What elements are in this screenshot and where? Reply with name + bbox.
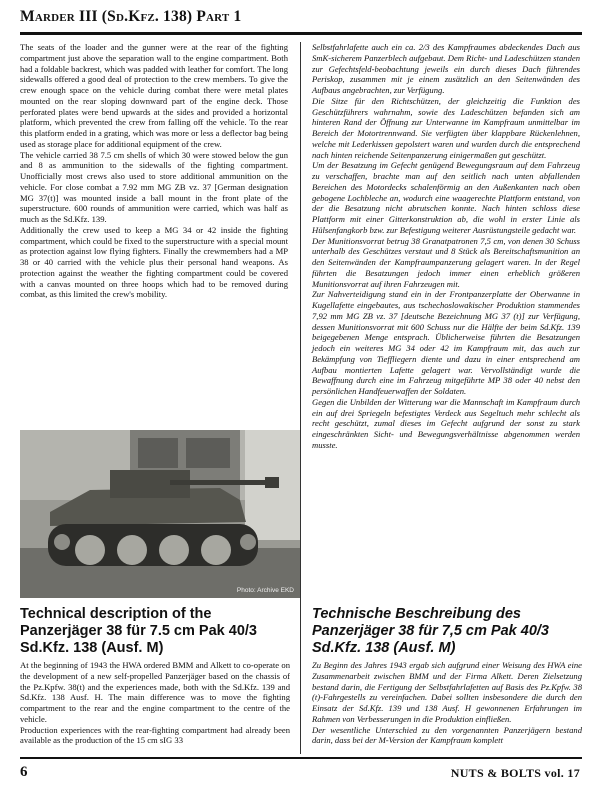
page-number: 6	[20, 764, 28, 780]
section-body-german	[312, 660, 582, 746]
paragraph: The seats of the loader and the gunner were at the rear of the fighting compartment just above the separation wall to the engine compartment. Both had a foldable backrest, which was padded with leather for comfort. The long sidewalls offered a good deal of protection to the crew members. To give the crew enough space on the vehicle during combat there were metal plates mounted on the rear sloping downward part of the engine deck. Those perforated plates were bend upwards at the sides and provided a horizontal platform, which prevented the crew from falling off the vehicle. To the rear this platform ended in a grating, which was more or less a deflector bag being used as storage place for additional equipment of the crew.	[20, 42, 288, 149]
english-column	[20, 42, 288, 300]
footer-rule	[20, 757, 582, 759]
heading-line: Panzerjäger 38 für 7.5 cm Pak 40/3	[20, 623, 257, 639]
section-body-english	[20, 660, 290, 746]
heading-line: Panzerjäger 38 für 7,5 cm Pak 40/3	[312, 623, 549, 639]
paragraph: Selbstfahrlafette auch ein ca. 2/3 des Kampfraumes abdeckendes Dach aus SmK-sicherem Panzerblech aufgebaut. Dem Richt- und Ladeschützen standen zur Gefechtsfeld-beobachtung jeweils ein durch dieses Dach führendes Periskop, zusammen mit je einem zusätzlich an den Seitenwänden des Aufbaus angebrachten, zur Verfügung.	[312, 42, 580, 95]
tank-photo	[20, 430, 300, 598]
paragraph: Der Munitionsvorrat betrug 38 Granatpatronen 7,5 cm, von denen 30 Schuss unterhalb des Geschützes verstaut und 8 Stück als Bereitschaftsmunition an den Seitenwänden der Kampfraumpanzerung gelagert waren. In der Regel führten die Besatzungen jedoch immer einen erheblich größeren Munitionsvorrat auf ihren Fahrzeugen mit.	[312, 235, 580, 289]
paragraph: Der wesentliche Unterschied zu den vorgenannten Panzerjägern bestand darin, dass bei der M-Version der Kampfraum komplett	[312, 724, 582, 746]
paragraph: At the beginning of 1943 the HWA ordered BMM and Alkett to co-operate on the development of a new self-propelled Panzerjäger based on the chassis of the Pz.Kpfw. 38(t) and the experiences made, both with the Sd.Kfz. 139 and Sd.Kfz. 138 Ausf. H. The main difference was to move the fighting compartment to the rear and the engine compartment to the centre of the vehicle.	[20, 660, 290, 724]
header-rule	[20, 32, 582, 35]
paragraph: The vehicle carried 38 7.5 cm shells of which 30 were stowed below the gun and 8 as ammunition to the sidewalls of the fighting compartment. Unofficially most crews also used to store additional ammunition on the vehicle. For close combat a 7.92 mm MG ZB vz. 37 [German designation MG 37(t)] was mounted inside a ball mount in the front plate of the superstructure. 600 rounds of ammunition were carried, which was half as much as the Sd.Kfz. 139.	[20, 149, 288, 224]
heading-line: Technische Beschreibung des	[312, 606, 521, 622]
paragraph: Die Sitze für den Richtschützen, der gleichzeitig die Funktion des Geschützführers wahrnahm, sowie des Ladeschützen befanden sich am hinteren Rand der Öffnung zur Unterwanne im Kampfraum unmittelbar im Bereich der Motortrennwand. Sie verfügten über klappbare Rückenlehnen, welche mit Lederkissen gepolstert waren und wurden durch die entsprechend nach hinten reichende Seitenpanzerung einigermaßen gut geschützt.	[312, 95, 580, 160]
tank-photo-illustration	[20, 430, 300, 598]
column-divider	[300, 42, 301, 754]
paragraph: Additionally the crew used to keep a MG 34 or 42 inside the fighting compartment, which could be fixed to the superstructure with a special mount as protection against low flying fighters. Finally the crewmembers had a MP 38 or 40 carried with the vehicle plus their personal hand weapons. As protection against the weather the fighting compartment could be covered with a canvas mounted on three hoops which had to be removed during combat, as this limited the crew's mobility.	[20, 224, 288, 300]
section-heading-german	[312, 606, 582, 657]
photo-credit: Photo: Archive EKD	[236, 587, 294, 594]
paragraph: Production experiences with the rear-fighting compartment had already been available as the production of the 15 cm sIG 33	[20, 724, 290, 746]
magazine-title: NUTS & BOLTS vol. 17	[450, 766, 580, 780]
paragraph: Zur Nahverteidigung stand ein in der Frontpanzerplatte der Oberwanne in Kugellafette eingebautes, aus tschechoslowakischer Produktion stammendes 7,92 mm MG ZB vz. 37 [deutsche Bezeichnung MG 37 (t)] zur Verfügung, dessen Munitionsvorrat mit 600 Schuss nur die Hälfte der beim Sd.Kfz. 139 beigegebenen Menge entsprach. Üblicherweise führten die Besatzungen jedoch ein weiteres MG 34 oder 42 im Kampfraum mit, das auch zur Bekämpfung von Tieffliegern diente und dazu in einer entsprechend am Aufbau montierten Lafette gelagert war. Vervollständigt wurde die Bewaffnung durch eine im Fahrzeug mitgeführte MP 38 oder 40 nebst den persönlichen Handfeuerwaffen der Soldaten.	[312, 289, 580, 396]
heading-line: Sd.Kfz. 138 (Ausf. M)	[312, 640, 456, 656]
heading-line: Technical description of the	[20, 606, 212, 622]
running-header	[20, 8, 580, 26]
section-heading-english	[20, 606, 290, 657]
page-title: Marder III (Sd.Kfz. 138) Part 1	[20, 8, 242, 25]
paragraph: Um der Besatzung im Gefecht genügend Bewegungsraum auf dem Fahrzeug zu verschaffen, brachte man auf den seitlich nach unten abfallenden Bereichen des Motordecks schalenförmig an den Außenkanten nach oben gebogene Lochbleche an, wodurch eine waagerechte Plattform entstand, von der die Besatzung nicht abrutschen konnte. Nach hinten schloss diese Plattform mit einer Gitterkonstruktion ab, die wohl in erster Linie als Hülsenfangkorb bzw. zur Befestigung weiterer Ausrüstungsteile gedacht war.	[312, 160, 580, 235]
german-column	[312, 42, 580, 451]
heading-line: Sd.Kfz. 138 (Ausf. M)	[20, 640, 164, 656]
paragraph: Gegen die Unbilden der Witterung war die Mannschaft im Kampfraum durch ein auf drei Spriegeln befestigtes Verdeck aus Segeltuch mehr schlecht als recht geschützt, zumal dieses im Gefecht aufgrund der sonst zu stark eingeschränkten Sicht- und Bewegungsverhältnisse abgenommen werden musste.	[312, 396, 580, 450]
paragraph: Zu Beginn des Jahres 1943 ergab sich aufgrund einer Weisung des HWA eine Zusammenarbeit zwischen BMM und der Firma Alkett. Deren Zielsetzung bestand darin, die Fertigung der Selbstfahrlafetten auf Basis des Pz.Kpfw. 38 (t)-Fahrgestells zu vereinfachen. Dabei sollten insbesondere die durch den Einsatz der Sd.Kfz. 139 und 138 Ausf. H gewonnenen Erfahrungen im Rahmen von Verbesserungen in die Produktion einfließen.	[312, 660, 582, 724]
